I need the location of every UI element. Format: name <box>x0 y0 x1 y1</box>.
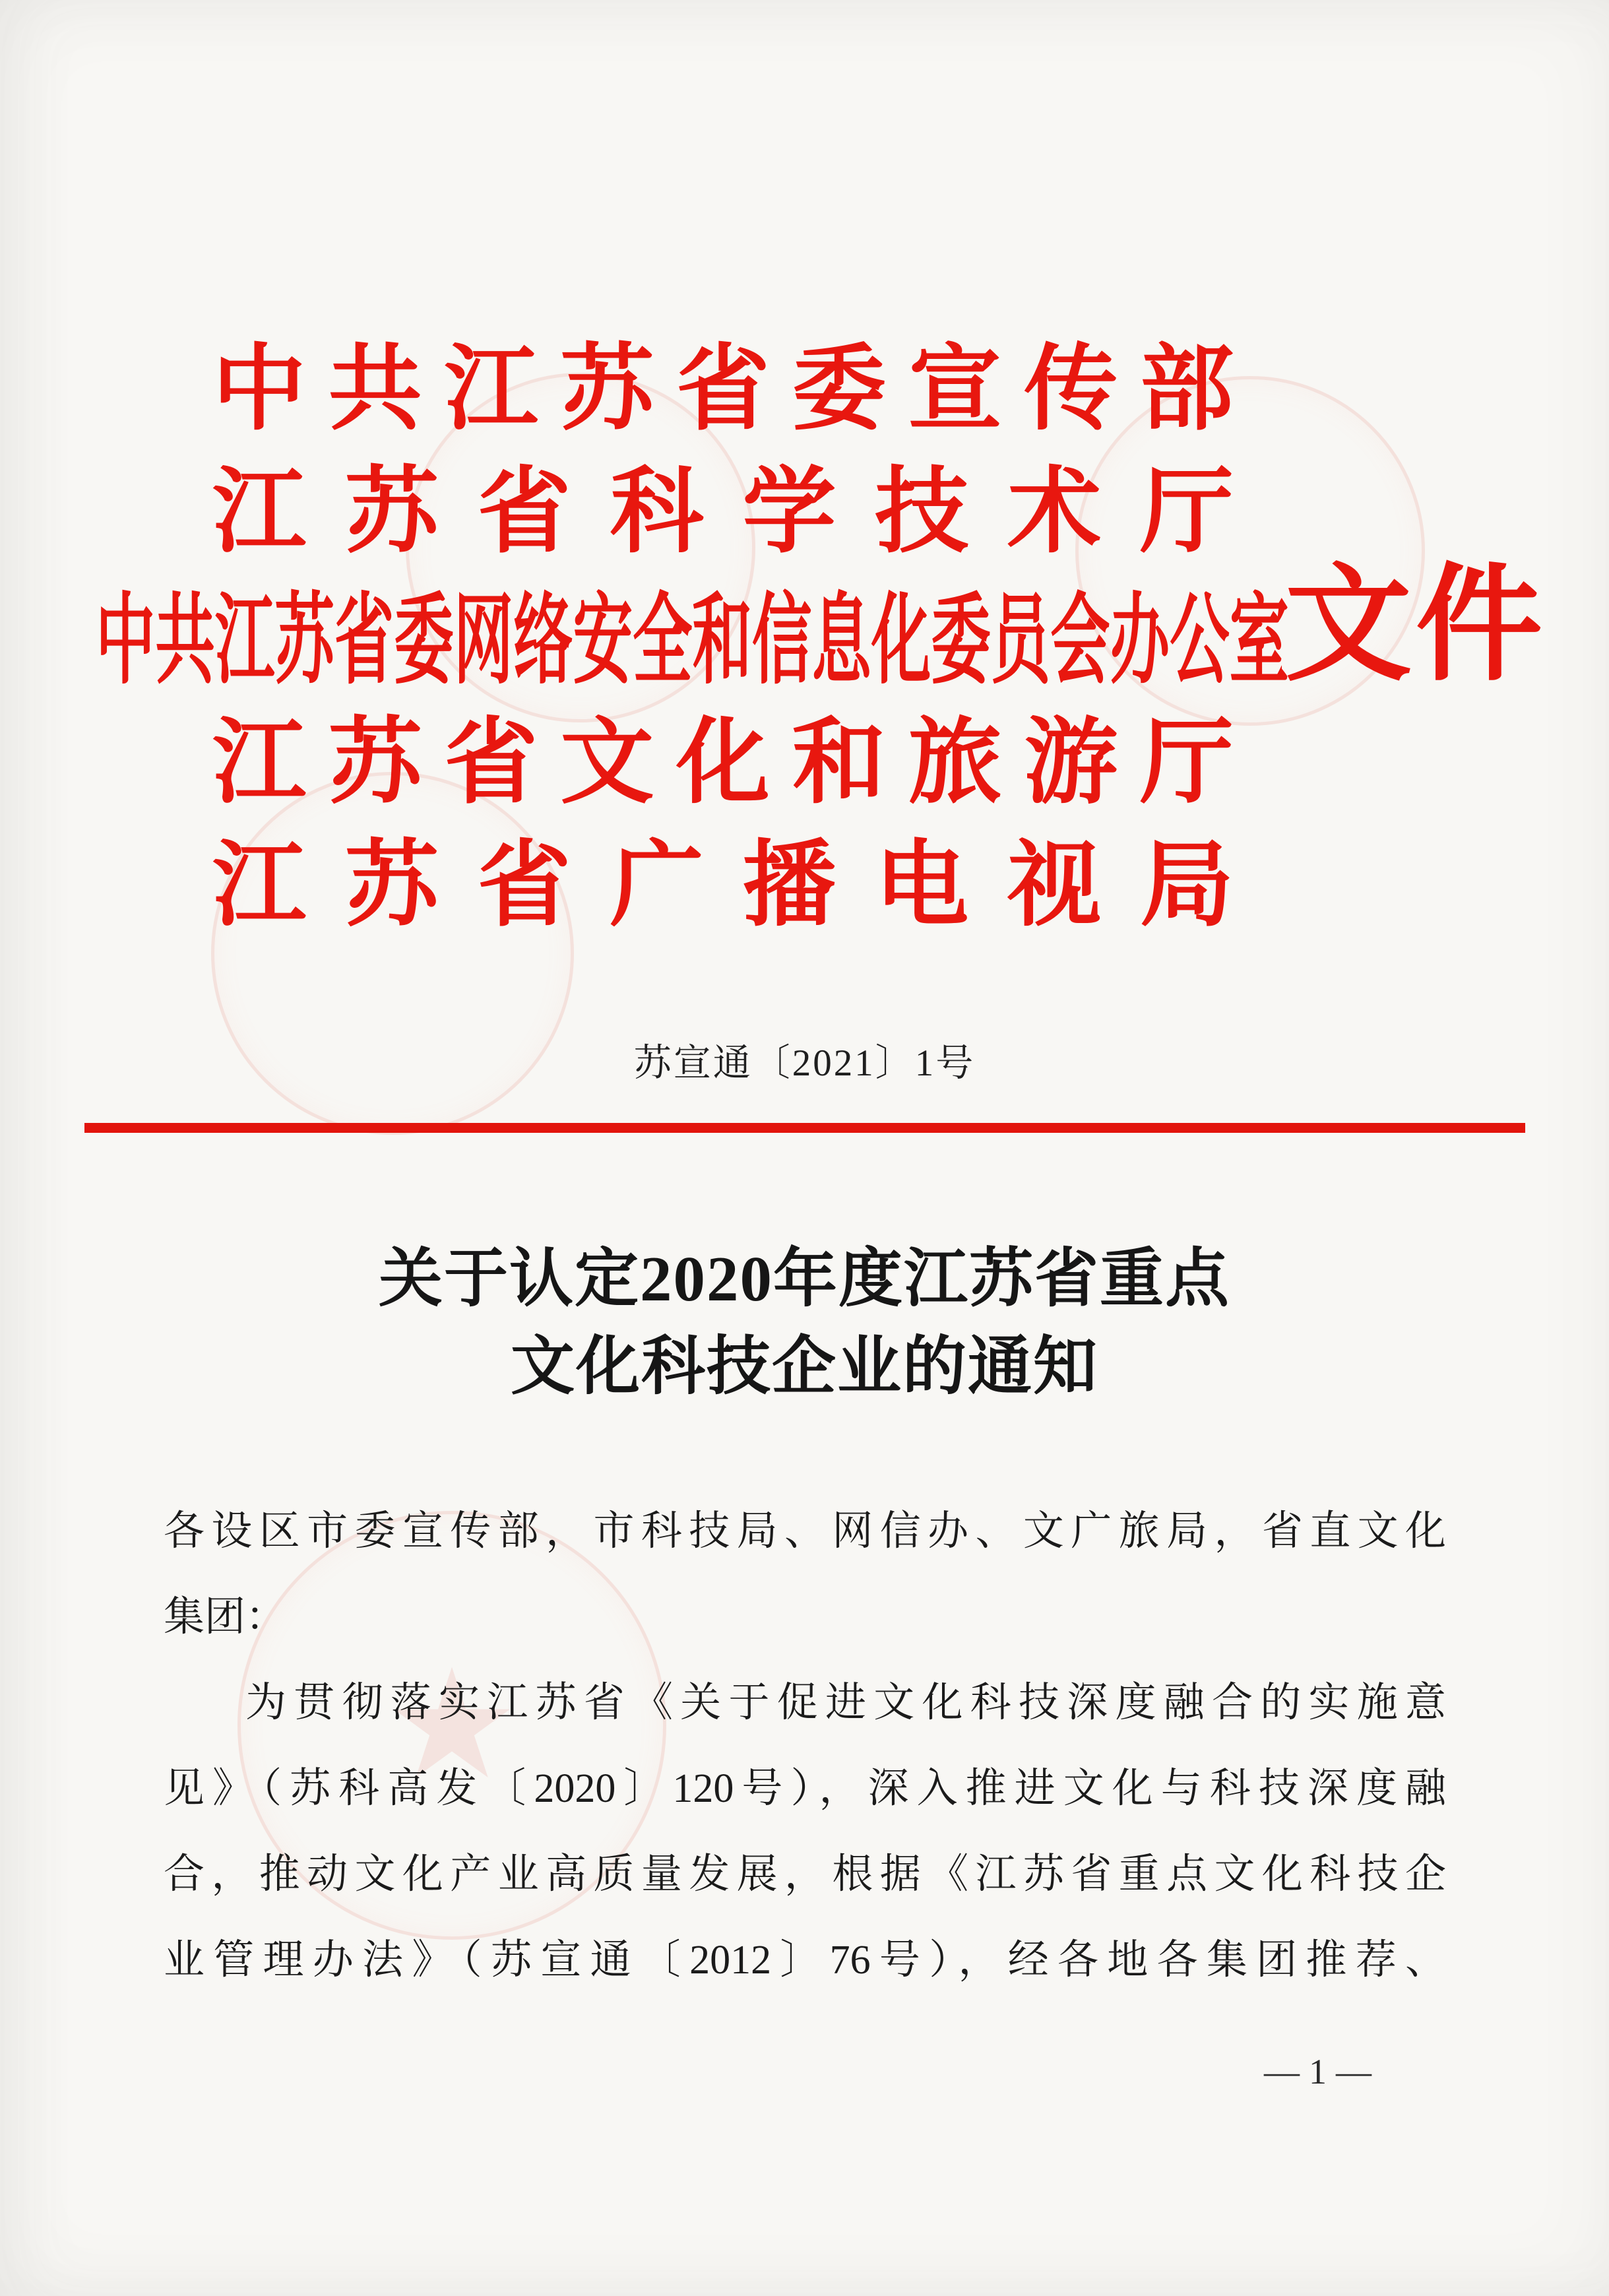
star-icon: ★ <box>383 1637 521 1813</box>
body-line: 见》（苏科高发〔2020〕120号），深入推进文化与科技深度融 <box>164 1766 1446 1811</box>
agency-line-4: 江苏省文化和旅游厅 <box>212 711 1234 815</box>
document-title <box>0 1235 1609 1411</box>
agency-line-5: 江苏省广播电视局 <box>212 833 1234 938</box>
agency-line-3-wrap <box>96 587 1290 701</box>
agency-line-2: 江苏省科学技术厅 <box>212 460 1234 564</box>
title-line-1: 关于认定2020年度江苏省重点 <box>379 1244 1230 1314</box>
body-text <box>164 1488 1446 2003</box>
doc-number: 苏宣通〔2021〕1号 <box>633 1042 976 1084</box>
red-divider <box>84 1123 1525 1133</box>
body-line: 各设区市委宣传部，市科技局、网信办、文广旅局，省直文化 <box>164 1509 1446 1554</box>
agency-line-3: 中共江苏省委网络安全和信息化委员会办公室 <box>96 587 1290 696</box>
doc-type-label: 文件 <box>1285 556 1546 696</box>
body-line: 业管理办法》（苏宣通〔2012〕76号），经各地各集团推荐、 <box>164 1938 1446 1983</box>
page-number: —1— <box>1264 2052 1381 2091</box>
title-line-2: 文化科技企业的通知 <box>511 1331 1098 1402</box>
body-line: 合，推动文化产业高质量发展，根据《江苏省重点文化科技企 <box>164 1852 1446 1897</box>
body-line: 为贯彻落实江苏省《关于促进文化科技深度融合的实施意 <box>245 1680 1446 1725</box>
agency-line-1: 中共江苏省委宣传部 <box>212 337 1234 441</box>
body-line: 集团： <box>164 1595 287 1640</box>
